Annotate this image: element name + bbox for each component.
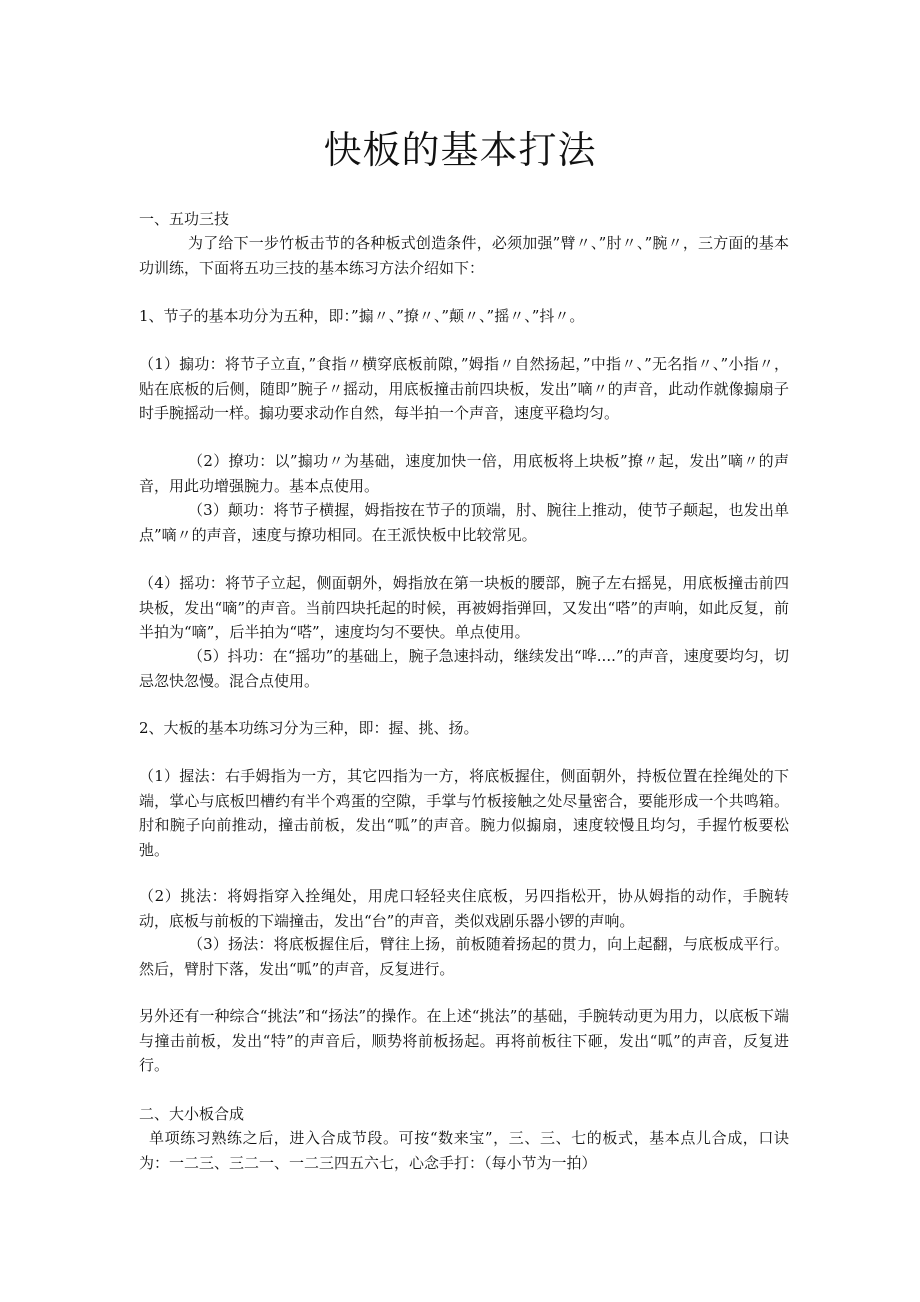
- paragraph-dou-gong: （5）抖功：在“摇功”的基础上，腕子急速抖动，继续发出“哗....”的声音，速度要均匀，切忌忽快忽慢。混合点使用。: [139, 647, 789, 690]
- paragraph-combined: 另外还有一种综合“挑法”和“扬法”的操作。在上述“挑法”的基础，手腕转动更为用力，以底板下端与撞击前板，发出“特”的声音后，顺势将前板扬起。再将前板往下砸，发出“呱”的声音，反复进行。: [139, 1007, 789, 1074]
- paragraph-liao-gong: （2）撩功：以”搧功〃为基础，速度加快一倍，用底板将上块板”撩〃起，发出”嘀〃的声音，用此功增强腕力。基本点使用。: [139, 452, 789, 495]
- paragraph-yang-fa: （3）扬法：将底板握住后，臂往上扬，前板随着扬起的贯力，向上起翻，与底板成平行。然后，臂肘下落，发出“呱”的声音，反复进行。: [139, 935, 789, 978]
- section-heading-2: 二、大小板合成: [139, 1105, 245, 1123]
- paragraph-daban-overview: 2、大板的基本功练习分为三种，即：握、挑、扬。: [139, 719, 479, 737]
- paragraph-hecheng: 单项练习熟练之后，进入合成节段。可按“数来宝”，三、三、七的板式，基本点儿合成，口诀为：一二三、三二一、一二三四五六七，心念手打：（每小节为一拍）: [139, 1129, 789, 1172]
- paragraph-wo-fa: （1）握法：右手姆指为一方，其它四指为一方，将底板握住，侧面朝外，持板位置在拴绳处的下端，掌心与底板凹槽约有半个鸡蛋的空隙，手掌与竹板接触之处尽量密合，要能形成一个共鸣箱。肘和腕子向前推动，撞击前板，发出“呱”的声音。腕力似搧扇，速度较慢且均匀，手握竹板要松弛。: [139, 767, 789, 859]
- paragraph-jiezi-overview: 1、节子的基本功分为五种，即：”搧〃、”撩〃、”颠〃、”摇〃、”抖〃。: [139, 307, 585, 325]
- paragraph-shan-gong: （1）搧功：将节子立直，”食指〃横穿底板前隙，”姆指〃自然扬起，”中指〃、”无名指〃、”小指〃，贴在底板的后侧，随即”腕子〃摇动，用底板撞击前四块板，发出”嘀〃的声音，此动作就像搧扇子时手腕摇动一样。搧功要求动作自然，每半拍一个声音，速度平稳均匀。: [139, 355, 789, 422]
- paragraph-tiao-fa: （2）挑法：将姆指穿入拴绳处，用虎口轻轻夹住底板，另四指松开，协从姆指的动作，手腕转动，底板与前板的下端撞击，发出“台”的声音，类似戏剧乐器小锣的声响。: [139, 887, 789, 930]
- paragraph-intro: 为了给下一步竹板击节的各种板式创造条件，必须加强”臂〃、”肘〃、”腕〃，三方面的基本功训练，下面将五功三技的基本练习方法介绍如下：: [139, 234, 789, 277]
- document-title: 快板的基本打法: [323, 128, 597, 172]
- paragraph-dian-gong: （3）颠功：将节子横握，姆指按在节子的顶端，肘、腕往上推动，使节子颠起，也发出单点”嘀〃的声音，速度与撩功相同。在王派快板中比较常见。: [139, 501, 789, 544]
- section-heading-1: 一、五功三技: [139, 210, 230, 228]
- paragraph-yao-gong: （4）摇功：将节子立起，侧面朝外，姆指放在第一块板的腰部，腕子左右摇晃，用底板撞击前四块板，发出“嘀”的声音。当前四块托起的时候，再被姆指弹回，又发出“嗒”的声响，如此反复，前半拍为“嘀”，后半拍为“嗒”，速度均匀不要快。单点使用。: [139, 574, 789, 641]
